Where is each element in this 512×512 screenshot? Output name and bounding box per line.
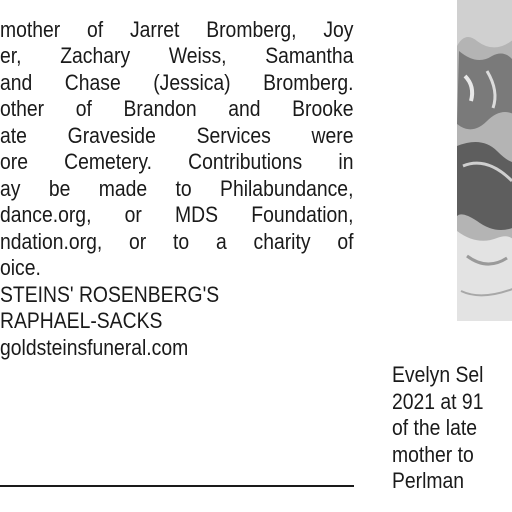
obituary-line: er, Zachary Weiss, Samantha bbox=[0, 43, 354, 68]
obituary-line: of the late bbox=[392, 415, 477, 440]
obituary-line: dance.org, or MDS Foundation, bbox=[0, 202, 354, 227]
obituary-line: Evelyn Sel bbox=[392, 362, 484, 387]
obituary-line: ate Graveside Services were bbox=[0, 122, 354, 148]
obituary-photo bbox=[457, 0, 512, 321]
obituary-line: and Chase (Jessica) Bromberg. bbox=[0, 69, 354, 95]
funeral-home-website: goldsteinsfuneral.com bbox=[0, 334, 189, 360]
obituary-line: 2021 at 91 bbox=[392, 388, 484, 414]
portrait-image bbox=[457, 0, 512, 321]
obituary-line: oice. bbox=[0, 255, 41, 280]
obituary-column-right bbox=[392, 362, 512, 495]
obituary-column-left bbox=[0, 0, 354, 361]
column-divider-rule bbox=[0, 485, 354, 487]
obituary-line: ore Cemetery. Contributions in bbox=[0, 149, 354, 174]
obituary-line: ay be made to Philabundance, bbox=[0, 175, 354, 201]
obituary-line: Perlman bbox=[392, 468, 465, 493]
obituary-line: mother to bbox=[392, 441, 474, 467]
funeral-home-name: RAPHAEL-SACKS bbox=[0, 308, 163, 333]
funeral-home-name: STEINS' ROSENBERG'S bbox=[0, 281, 220, 307]
obituary-line: mother of Jarret Bromberg, Joy bbox=[0, 16, 354, 42]
obituary-line: ndation.org, or to a charity of bbox=[0, 228, 354, 254]
obituary-line: other of Brandon and Brooke bbox=[0, 96, 354, 121]
